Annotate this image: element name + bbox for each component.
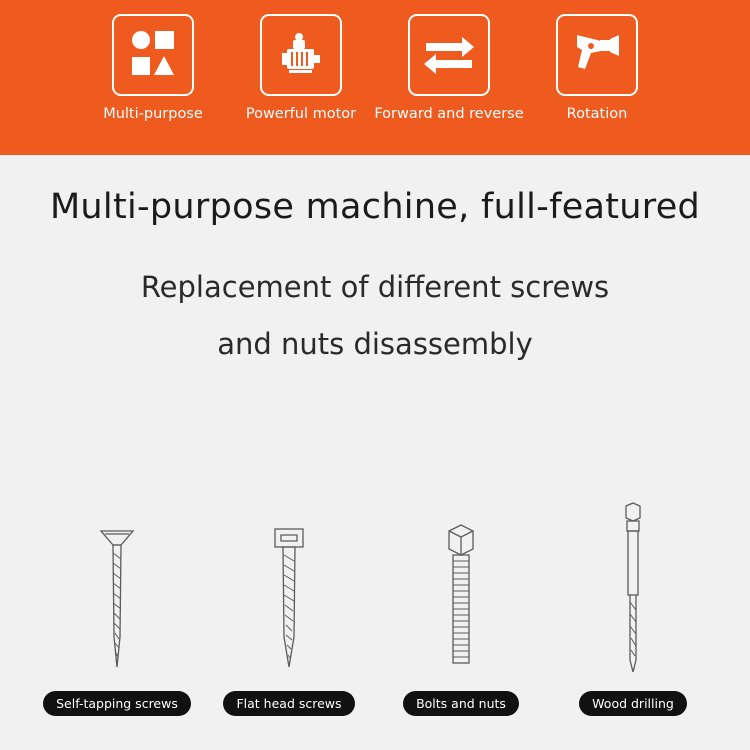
feature-banner <box>0 0 750 155</box>
shapes-icon <box>127 27 179 83</box>
forward-reverse-arrows-icon <box>422 29 476 81</box>
feature-item-rotation <box>535 14 659 123</box>
feature-label: Rotation <box>566 106 628 122</box>
accessory-label: Bolts and nuts <box>403 691 519 716</box>
feature-item-forward-and-reverse <box>374 14 524 123</box>
accessory-list <box>0 501 750 716</box>
rotation-drill-icon <box>571 27 623 83</box>
feature-label: Forward and reverse <box>374 106 524 122</box>
subtitle-line-1: Replacement of different screws <box>140 270 610 304</box>
accessory-label: Self-tapping screws <box>43 691 191 716</box>
feature-icon-frame <box>408 14 490 96</box>
hex-bolt-icon <box>431 517 491 681</box>
accessory-label: Wood drilling <box>579 691 687 716</box>
feature-icon-frame <box>112 14 194 96</box>
accessory-art <box>431 501 491 681</box>
wood-drill-bit-icon <box>603 502 663 681</box>
subtitle-line-2: and nuts disassembly <box>217 327 533 361</box>
feature-icon-frame <box>260 14 342 96</box>
feature-item-powerful-motor <box>239 14 363 123</box>
accessory-item-wood-drilling <box>558 501 708 716</box>
self-tapping-screw-icon <box>87 517 147 681</box>
feature-list <box>0 0 750 123</box>
accessory-item-self-tapping-screws <box>42 501 192 716</box>
accessory-art <box>87 501 147 681</box>
accessory-item-flat-head-screws <box>214 501 364 716</box>
accessory-art <box>603 501 663 681</box>
accessory-art <box>259 501 319 681</box>
feature-item-multi-purpose <box>91 14 215 123</box>
feature-icon-frame <box>556 14 638 96</box>
accessory-label: Flat head screws <box>223 691 354 716</box>
feature-label: Multi-purpose <box>103 106 203 122</box>
feature-label: Powerful motor <box>245 106 357 122</box>
motor-icon <box>275 27 327 83</box>
flat-head-screw-icon <box>259 517 319 681</box>
accessory-item-bolts-and-nuts <box>386 501 536 716</box>
page-title: Multi-purpose machine, full-featured <box>49 187 701 227</box>
